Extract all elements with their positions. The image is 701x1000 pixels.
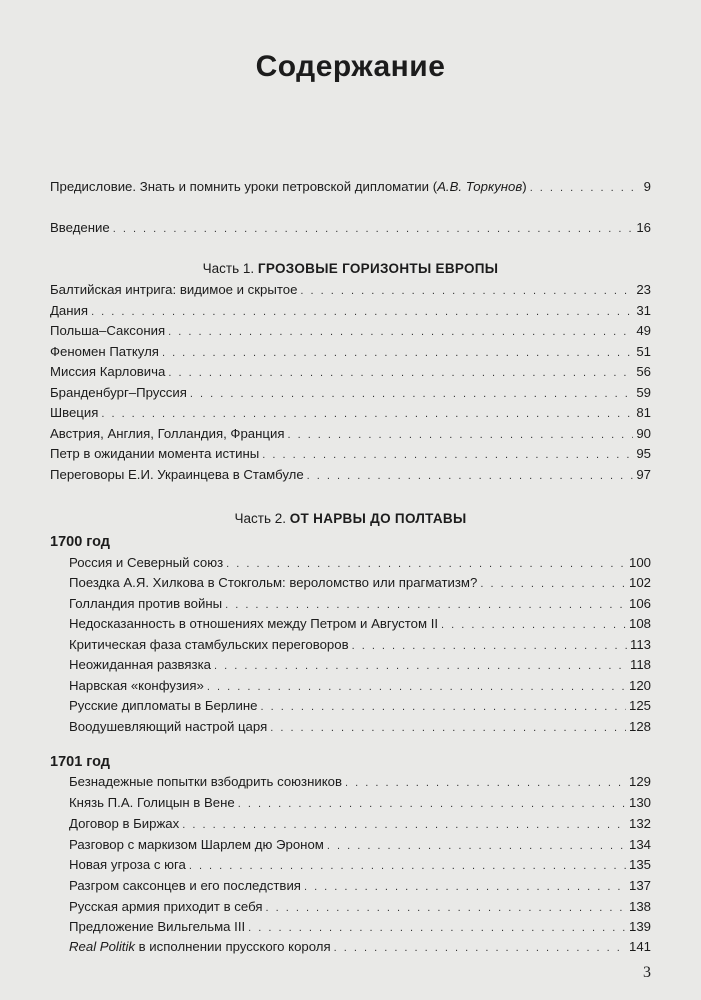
toc-entry-real-politik[interactable] <box>69 937 651 957</box>
toc-entry[interactable] <box>50 280 651 300</box>
toc-entry[interactable] <box>69 855 651 875</box>
page-number: 129 <box>628 774 651 789</box>
leader-dots <box>214 656 627 676</box>
toc-entry[interactable] <box>50 362 651 382</box>
page-folio: 3 <box>643 964 651 981</box>
part-label: Часть 2. <box>234 511 286 526</box>
page-number: 132 <box>628 816 651 831</box>
entry-title: Русская армия приходит в себя <box>69 899 263 914</box>
entry-title: Переговоры Е.И. Украинцева в Стамбуле <box>50 467 304 482</box>
toc-entry[interactable] <box>69 635 651 655</box>
leader-dots <box>352 636 627 656</box>
toc-entry[interactable] <box>69 676 651 696</box>
page-number: 59 <box>636 385 651 400</box>
entry-title: Безнадежные попытки взбодрить союзников <box>69 774 343 789</box>
page-title: Содержание <box>255 50 446 83</box>
leader-dots <box>262 445 633 465</box>
toc-entry[interactable] <box>69 876 651 896</box>
toc-entry[interactable] <box>50 321 651 341</box>
page-number: 95 <box>636 446 651 461</box>
entry-title: Миссия Карловича <box>50 364 166 379</box>
leader-dots <box>238 794 626 814</box>
toc-entry[interactable] <box>69 696 651 716</box>
page-number: 102 <box>628 575 651 590</box>
toc-entry[interactable] <box>69 835 651 855</box>
year-heading-1700: 1700 год <box>50 534 111 550</box>
page-number: 49 <box>636 323 651 338</box>
page-number: 128 <box>628 719 651 734</box>
leader-dots <box>190 384 633 404</box>
page-number: 137 <box>628 878 651 893</box>
page-number: 134 <box>628 837 651 852</box>
page-number: 138 <box>628 899 651 914</box>
entry-title: Предложение Вильгельма III <box>69 919 246 934</box>
toc-entry[interactable] <box>50 444 651 464</box>
leader-dots <box>334 938 626 958</box>
page-number: 135 <box>628 857 651 872</box>
leader-dots <box>101 404 633 424</box>
leader-dots <box>300 281 633 301</box>
part-title: ГРОЗОВЫЕ ГОРИЗОНТЫ ЕВРОПЫ <box>257 261 499 276</box>
part-title: ОТ НАРВЫ ДО ПОЛТАВЫ <box>289 511 467 526</box>
leader-dots <box>248 918 626 938</box>
leader-dots <box>260 697 626 717</box>
leader-dots <box>168 322 633 342</box>
entry-title: Предисловие. Знать и помнить уроки петровской дипломатии ( <box>50 179 438 194</box>
entry-title: Введение <box>50 220 110 235</box>
entry-title-close: ) <box>522 179 527 194</box>
toc-entry[interactable] <box>69 814 651 834</box>
leader-dots <box>226 554 626 574</box>
leader-dots <box>182 815 626 835</box>
page-number: 16 <box>636 220 651 235</box>
leader-dots <box>480 574 626 594</box>
entry-title: в исполнении прусского короля <box>134 939 331 954</box>
leader-dots <box>207 677 626 697</box>
page-number: 130 <box>628 795 651 810</box>
entry-title: Феномен Паткуля <box>50 344 159 359</box>
leader-dots <box>441 615 626 635</box>
leader-dots <box>307 466 634 486</box>
toc-entry[interactable] <box>69 573 651 593</box>
entry-title: Разгром саксонцев и его последствия <box>69 878 301 893</box>
leader-dots <box>189 856 626 876</box>
leader-dots <box>113 219 634 239</box>
toc-entry[interactable] <box>69 793 651 813</box>
leader-dots <box>287 425 633 445</box>
page-number: 9 <box>643 179 651 194</box>
entry-title: Дания <box>50 303 89 318</box>
part-1-heading <box>0 259 701 279</box>
toc-entry[interactable] <box>69 917 651 937</box>
page-number: 125 <box>628 698 651 713</box>
leader-dots <box>304 877 626 897</box>
leader-dots <box>530 178 641 198</box>
page-number: 108 <box>628 616 651 631</box>
page-number: 100 <box>628 555 651 570</box>
page-number: 139 <box>628 919 651 934</box>
entry-title: Русские дипломаты в Берлине <box>69 698 258 713</box>
leader-dots <box>225 595 626 615</box>
page-number: 106 <box>628 596 651 611</box>
leader-dots <box>327 836 626 856</box>
entry-title: Воодушевляющий настрой царя <box>69 719 268 734</box>
leader-dots <box>266 898 626 918</box>
leader-dots <box>345 773 626 793</box>
entry-title: Нарвская «конфузия» <box>69 678 204 693</box>
entry-title-italic: Real Politik <box>69 939 135 954</box>
toc-entry[interactable] <box>50 342 651 362</box>
page-number: 31 <box>636 303 651 318</box>
leader-dots <box>168 363 633 383</box>
toc-entry[interactable] <box>69 717 651 737</box>
page-number: 81 <box>636 405 651 420</box>
page-number: 118 <box>629 657 651 672</box>
leader-dots <box>91 302 633 322</box>
toc-entry[interactable] <box>69 614 651 634</box>
toc-entry[interactable] <box>69 897 651 917</box>
page-number: 141 <box>628 939 651 954</box>
toc-entry[interactable] <box>50 403 651 423</box>
entry-title: Россия и Северный союз <box>69 555 224 570</box>
entry-title: Бранденбург–Пруссия <box>50 385 187 400</box>
entry-title: Поездка А.Я. Хилкова в Стокгольм: вероломство или прагматизм? <box>69 575 478 590</box>
toc-entry[interactable] <box>69 655 651 675</box>
entry-title: Недосказанность в отношениях между Петром и Августом II <box>69 616 439 631</box>
entry-title: Петр в ожидании момента истины <box>50 446 260 461</box>
toc-entry-intro[interactable] <box>50 218 651 238</box>
entry-author: А.В. Торкунов <box>437 179 523 194</box>
leader-dots <box>270 718 626 738</box>
entry-title: Швеция <box>50 405 99 420</box>
toc-entry[interactable] <box>50 465 651 485</box>
page-number: 97 <box>636 467 651 482</box>
entry-title: Австрия, Англия, Голландия, Франция <box>50 426 285 441</box>
toc-entry[interactable] <box>50 301 651 321</box>
entry-title: Новая угроза с юга <box>69 857 186 872</box>
toc-entry[interactable] <box>69 594 651 614</box>
toc-entry[interactable] <box>50 424 651 444</box>
leader-dots <box>162 343 633 363</box>
toc-entry[interactable] <box>69 553 651 573</box>
entry-title: Голландия против войны <box>69 596 223 611</box>
year-heading-1701: 1701 год <box>50 754 111 770</box>
page-number: 51 <box>636 344 651 359</box>
toc-entry[interactable] <box>50 383 651 403</box>
page-number: 113 <box>629 637 651 652</box>
entry-title: Князь П.А. Голицын в Вене <box>69 795 235 810</box>
toc-entry[interactable] <box>69 772 651 792</box>
page-number: 90 <box>636 426 651 441</box>
part-2-heading <box>0 509 701 529</box>
page-number: 120 <box>628 678 651 693</box>
entry-title: Договор в Биржах <box>69 816 180 831</box>
page-number: 23 <box>636 282 651 297</box>
toc-entry-preface[interactable] <box>50 177 651 197</box>
entry-title: Разговор с маркизом Шарлем дю Эроном <box>69 837 324 852</box>
entry-title: Польша–Саксония <box>50 323 166 338</box>
entry-title: Критическая фаза стамбульских переговоров <box>69 637 349 652</box>
entry-title: Балтийская интрига: видимое и скрытое <box>50 282 298 297</box>
page-number: 56 <box>636 364 651 379</box>
part-label: Часть 1. <box>202 261 255 276</box>
entry-title: Неожиданная развязка <box>69 657 211 672</box>
